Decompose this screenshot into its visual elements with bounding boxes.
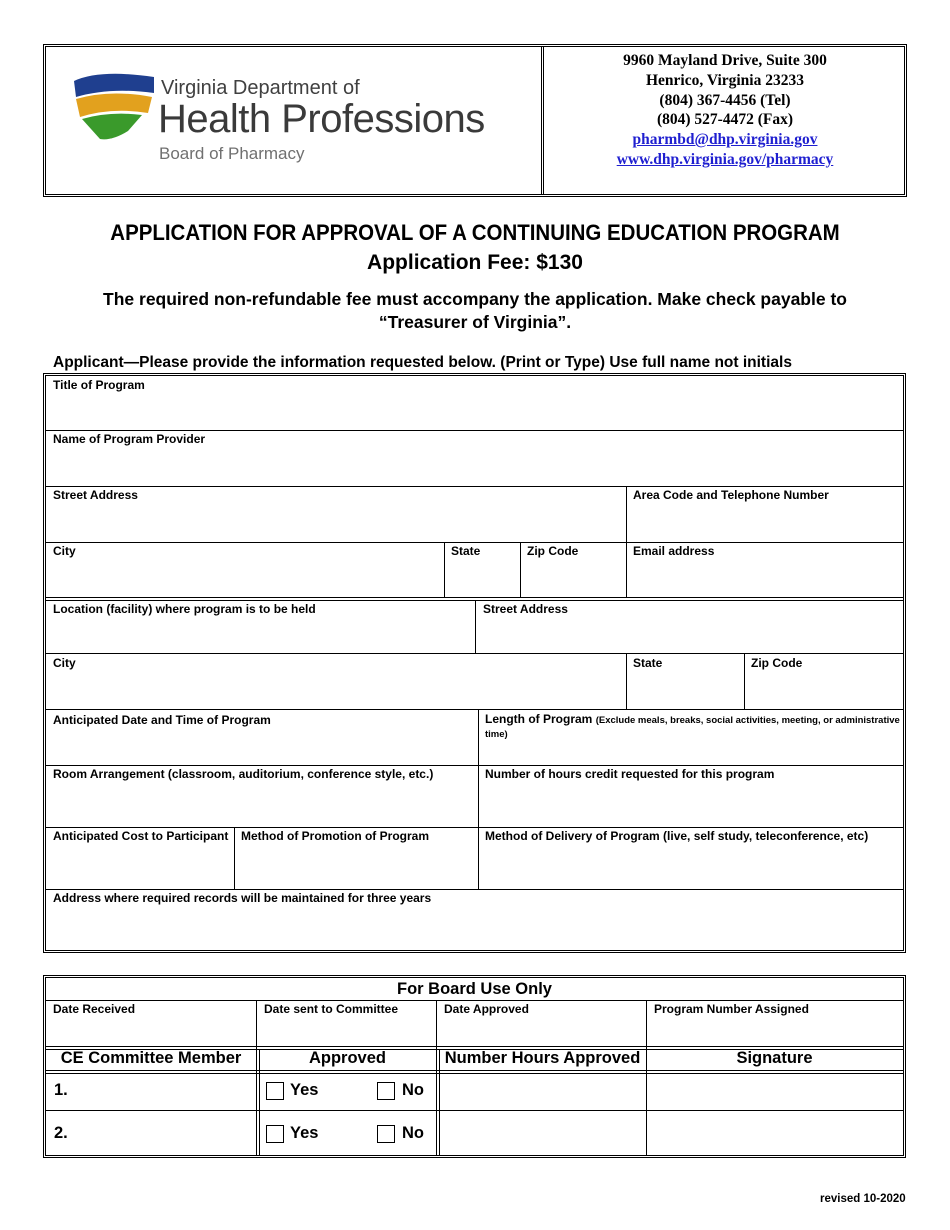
row-divider	[46, 486, 903, 487]
location-city-field[interactable]: City	[53, 656, 76, 670]
address-fax: (804) 527-4472 (Fax)	[656, 111, 794, 129]
row-divider	[46, 709, 903, 710]
col-divider	[646, 1000, 647, 1155]
yes-label: Yes	[290, 1081, 319, 1099]
row-divider	[46, 653, 903, 654]
col-approved-header: Approved	[308, 1049, 386, 1067]
row-divider	[46, 542, 903, 543]
delivery-method-field[interactable]: Method of Delivery of Program (live, self study, teleconference, etc)	[485, 829, 869, 843]
length-label: Length of Program	[485, 712, 593, 726]
location-field[interactable]: Location (facility) where program is to be held	[53, 602, 316, 616]
board-use-only	[43, 975, 906, 1158]
row-divider	[46, 827, 903, 828]
program-provider-field[interactable]: Name of Program Provider	[53, 432, 206, 446]
address-city: Henrico, Virginia 23233	[645, 71, 804, 89]
records-address-field[interactable]: Address where required records will be maintained for three years	[53, 891, 432, 905]
col-divider	[478, 709, 479, 889]
date-received-field[interactable]: Date Received	[53, 1002, 136, 1016]
row-divider	[46, 1000, 903, 1001]
program-number-field[interactable]: Program Number Assigned	[654, 1002, 809, 1016]
col-divider	[234, 827, 235, 889]
title-of-program-field[interactable]: Title of Program	[53, 378, 145, 392]
board-heading: For Board Use Only	[397, 980, 552, 998]
address-tel: (804) 367-4456 (Tel)	[659, 91, 791, 109]
fee-notice: The required non-refundable fee must accompany the application. Make check payable to “Treasurer of Virginia”.	[103, 289, 847, 332]
approved-no-checkbox[interactable]	[377, 1125, 395, 1143]
applicant-instructions: Applicant—Please provide the information requested below. (Print or Type) Use full name not initials	[53, 354, 792, 371]
application-form	[43, 373, 906, 953]
cost-field[interactable]: Anticipated Cost to Participant	[53, 829, 229, 843]
member-row-number: 2.	[54, 1124, 68, 1142]
telephone-field[interactable]: Area Code and Telephone Number	[633, 488, 829, 502]
website-link[interactable]: www.dhp.virginia.gov/pharmacy	[616, 150, 834, 168]
row-divider	[46, 430, 903, 431]
room-arrangement-field[interactable]: Room Arrangement (classroom, auditorium, conference style, etc.)	[53, 767, 434, 781]
location-street-field[interactable]: Street Address	[483, 602, 568, 616]
col-member-header: CE Committee Member	[60, 1049, 242, 1067]
approved-yes-checkbox[interactable]	[266, 1125, 284, 1143]
length-note-cont: time)	[485, 729, 508, 740]
email-field[interactable]: Email address	[633, 544, 715, 558]
date-time-field[interactable]: Anticipated Date and Time of Program	[53, 713, 271, 727]
row-divider	[46, 1073, 903, 1074]
col-divider	[626, 653, 627, 709]
col-divider	[475, 600, 476, 653]
header-divider	[541, 47, 544, 194]
row-divider	[46, 765, 903, 766]
col-divider	[744, 653, 745, 709]
logo-line-1: Virginia Department of	[161, 77, 360, 99]
hours-credit-field[interactable]: Number of hours credit requested for this program	[485, 767, 775, 781]
row-divider	[46, 1110, 903, 1111]
row-divider	[46, 1070, 903, 1071]
no-label: No	[402, 1124, 424, 1142]
col-signature-header: Signature	[736, 1049, 813, 1067]
logo-line-2: Health Professions	[158, 97, 485, 141]
location-state-field[interactable]: State	[633, 656, 663, 670]
dhp-logo-swoosh-icon	[70, 71, 158, 143]
page-title: APPLICATION FOR APPROVAL OF A CONTINUING EDUCATION PROGRAM	[110, 220, 840, 245]
col-divider	[520, 542, 521, 598]
row-divider	[46, 889, 903, 890]
member-row-number: 1.	[54, 1081, 68, 1099]
city-field[interactable]: City	[53, 544, 76, 558]
state-field[interactable]: State	[451, 544, 481, 558]
length-note: (Exclude meals, breaks, social activities, meeting, or administrative	[595, 715, 900, 726]
row-divider	[46, 1046, 903, 1047]
zip-field[interactable]: Zip Code	[527, 544, 579, 558]
letterhead	[43, 44, 907, 197]
application-fee: Application Fee: $130	[367, 251, 583, 274]
promotion-field[interactable]: Method of Promotion of Program	[241, 829, 429, 843]
approved-no-checkbox[interactable]	[377, 1082, 395, 1100]
col-divider	[256, 1000, 257, 1155]
location-zip-field[interactable]: Zip Code	[751, 656, 803, 670]
no-label: No	[402, 1081, 424, 1099]
col-hours-header: Number Hours Approved	[444, 1049, 641, 1067]
email-link[interactable]: pharmbd@dhp.virginia.gov	[632, 131, 818, 149]
date-approved-field[interactable]: Date Approved	[444, 1002, 529, 1016]
yes-label: Yes	[290, 1124, 319, 1142]
street-address-field[interactable]: Street Address	[53, 488, 138, 502]
address-street: 9960 Mayland Drive, Suite 300	[623, 52, 827, 69]
col-divider	[444, 542, 445, 598]
revision-date: revised 10-2020	[820, 1193, 906, 1205]
date-sent-field[interactable]: Date sent to Committee	[264, 1002, 399, 1016]
board-address	[546, 51, 904, 170]
col-divider	[436, 1000, 437, 1155]
row-divider	[46, 597, 903, 598]
length-of-program-field[interactable]	[485, 712, 900, 740]
col-divider	[626, 486, 627, 598]
approved-yes-checkbox[interactable]	[266, 1082, 284, 1100]
logo-line-3: Board of Pharmacy	[159, 144, 305, 163]
